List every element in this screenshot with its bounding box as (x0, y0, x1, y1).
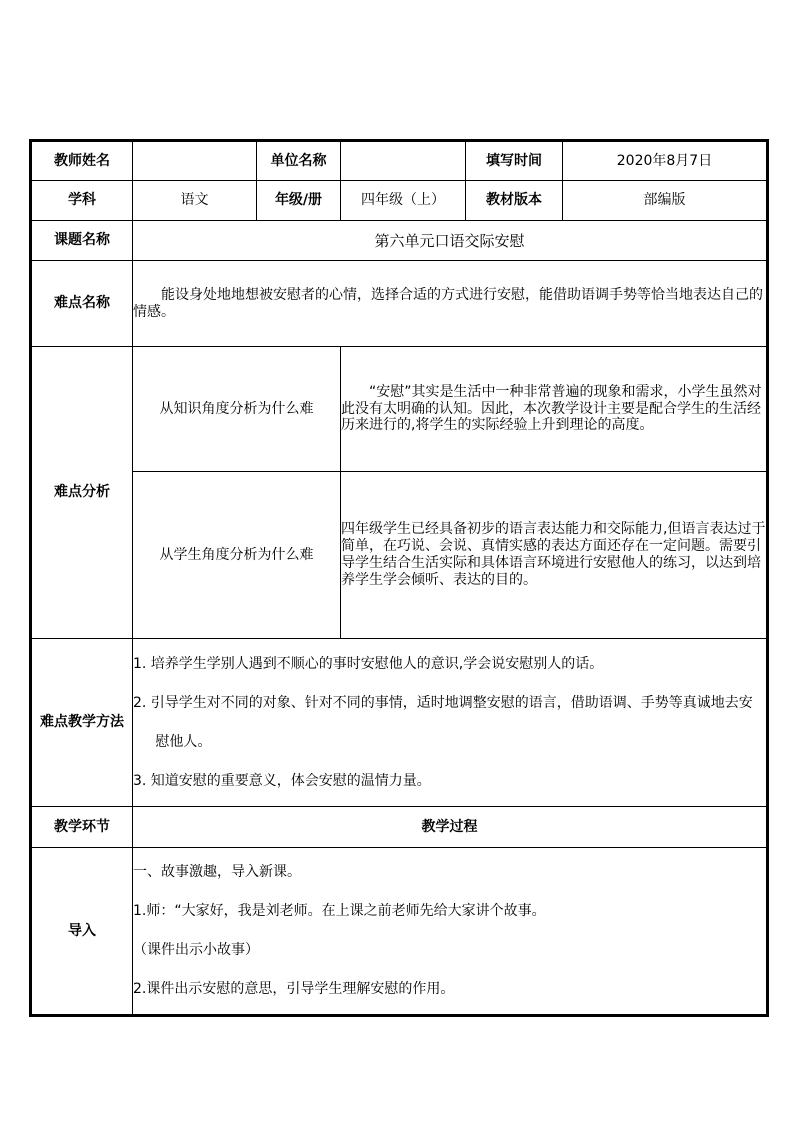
fill-time-label: 填写时间 (466, 141, 563, 181)
teacher-name-label: 教师姓名 (31, 141, 133, 181)
analysis-label: 难点分析 (31, 347, 133, 639)
knowledge-angle-label: 从知识角度分析为什么难 (133, 347, 341, 472)
row-process-header (31, 807, 768, 848)
student-angle-label: 从学生角度分析为什么难 (133, 472, 341, 639)
difficulty-label: 难点名称 (31, 261, 133, 347)
process-header: 教学过程 (133, 807, 768, 848)
fill-time-value: 2020年8月7日 (563, 141, 768, 181)
textbook-label: 教材版本 (466, 181, 563, 221)
intro-line: 1.师：“大家好，我是刘老师。在上课之前老师先给大家讲个故事。 (133, 903, 546, 919)
topic-label: 课题名称 (31, 221, 133, 261)
unit-name-label: 单位名称 (257, 141, 341, 181)
grade-label: 年级/册 (257, 181, 341, 221)
grade-value: 四年级（上） (341, 181, 466, 221)
row-intro (31, 848, 768, 1016)
difficulty-text: 能设身处地地想被安慰者的心情，选择合适的方式进行安慰，能借助语调手势等恰当地表达自己的情感。 (133, 286, 763, 320)
subject-label: 学科 (31, 181, 133, 221)
row-teacher-info (31, 141, 768, 181)
method-item: 1. 培养学生学别人遇到不顺心的事时安慰他人的意识,学会说安慰别人的话。 (133, 655, 604, 672)
topic-value: 第六单元口语交际安慰 (133, 221, 768, 261)
row-analysis-knowledge (31, 347, 768, 472)
row-subject-info (31, 181, 768, 221)
row-analysis-student (31, 472, 768, 639)
row-difficulty (31, 261, 768, 347)
row-method (31, 639, 768, 807)
lesson-plan-table (29, 139, 769, 1017)
textbook-value: 部编版 (563, 181, 768, 221)
intro-label: 导入 (31, 848, 133, 1016)
method-item: 2. 引导学生对不同的对象、针对不同的事情，适时地调整安慰的语言，借助语调、手势等真诚地去安慰他人。 (133, 694, 753, 750)
method-item: 3. 知道安慰的重要意义，体会安慰的温情力量。 (133, 772, 431, 789)
student-angle-text: 四年级学生已经具备初步的语言表达能力和交际能力,但语言表达过于简单，在巧说、会说、真情实感的表达方面还存在一定问题。需要引导学生结合生活实际和具体语言环境进行安慰他人的练习，以达到培养学生学会倾听、表达的目的。 (341, 521, 766, 588)
method-label: 难点教学方法 (31, 639, 133, 807)
knowledge-angle-text: “安慰”其实是生活中一种非常普遍的现象和需求，小学生虽然对此没有太明确的认知。因此，本次教学设计主要是配合学生的生活经历来进行的,将学生的实际经验上升到理论的高度。 (341, 383, 762, 434)
unit-name-value (341, 141, 466, 181)
subject-value: 语文 (133, 181, 257, 221)
intro-line: 一、故事激趣，导入新课。 (133, 864, 301, 880)
stage-header: 教学环节 (31, 807, 133, 848)
intro-line: （课件出示小故事） (133, 942, 259, 958)
row-topic (31, 221, 768, 261)
intro-line: 2.课件出示安慰的意思，引导学生理解安慰的作用。 (133, 981, 455, 997)
teacher-name-value (133, 141, 257, 181)
